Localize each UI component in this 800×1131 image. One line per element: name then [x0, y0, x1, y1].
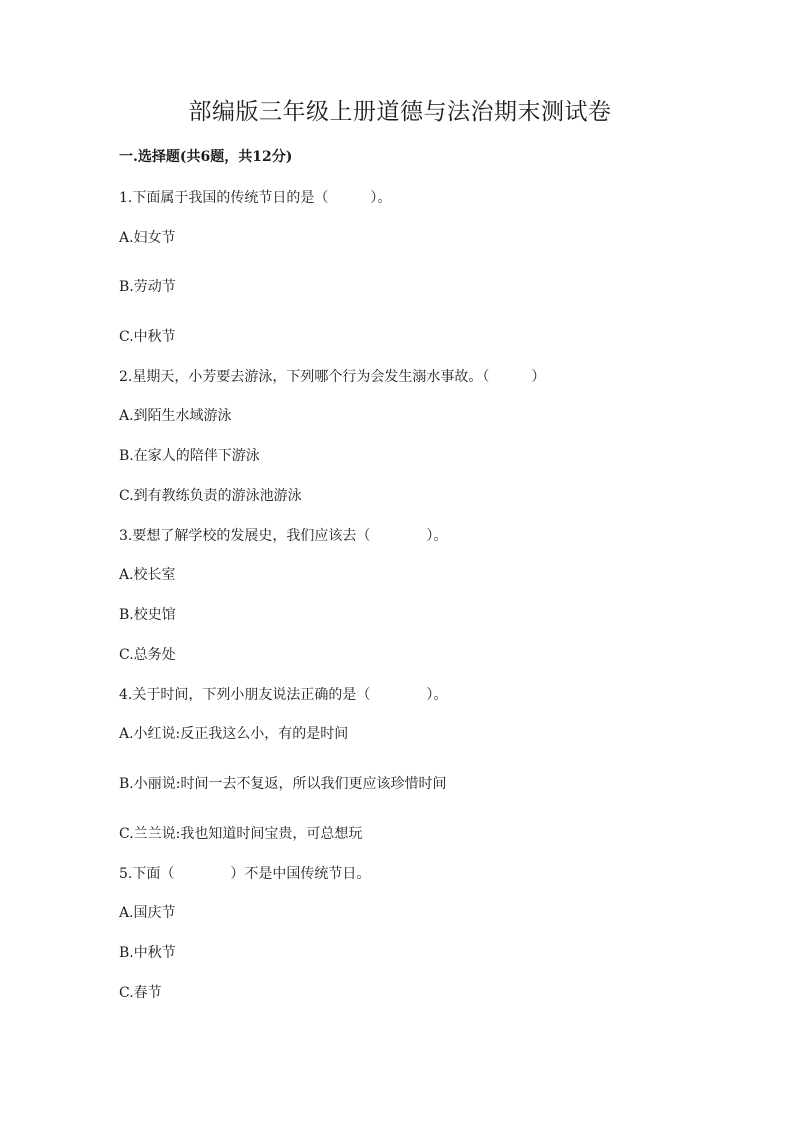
question-4-option-b: B.小丽说:时间一去不复返，所以我们更应该珍惜时间: [119, 776, 447, 792]
question-1-option-c: C.中秋节: [119, 329, 176, 345]
question-5-option-c: C.春节: [119, 985, 162, 1001]
question-3-option-a: A.校长室: [119, 567, 176, 583]
section-heading: 一.选择题(共6题，共12分): [119, 149, 293, 165]
question-2-option-b: B.在家人的陪伴下游泳: [119, 448, 260, 464]
question-4-option-a: A.小红说:反正我这么小，有的是时间: [119, 726, 349, 742]
question-4-stem: 4.关于时间，下列小朋友说法正确的是（ ）。: [119, 687, 448, 703]
question-4-option-c: C.兰兰说:我也知道时间宝贵，可总想玩: [119, 826, 363, 842]
question-5-option-a: A.国庆节: [119, 905, 176, 921]
question-2-option-c: C.到有教练负责的游泳池游泳: [119, 488, 302, 504]
page-title: 部编版三年级上册道德与法治期末测试卷: [188, 99, 612, 125]
question-5-stem: 5.下面（ ）不是中国传统节日。: [119, 866, 371, 882]
question-3-option-c: C.总务处: [119, 647, 176, 663]
question-1-stem: 1.下面属于我国的传统节日的是（ ）。: [119, 190, 392, 206]
question-1-option-b: B.劳动节: [119, 279, 176, 295]
question-3-option-b: B.校史馆: [119, 607, 176, 623]
question-2-option-a: A.到陌生水域游泳: [119, 408, 232, 424]
question-5-option-b: B.中秋节: [119, 945, 176, 961]
question-3-stem: 3.要想了解学校的发展史，我们应该去（ ）。: [119, 528, 448, 544]
question-1-option-a: A.妇女节: [119, 230, 176, 246]
question-2-stem: 2.星期天，小芳要去游泳，下列哪个行为会发生溺水事故。（ ）: [119, 369, 546, 385]
